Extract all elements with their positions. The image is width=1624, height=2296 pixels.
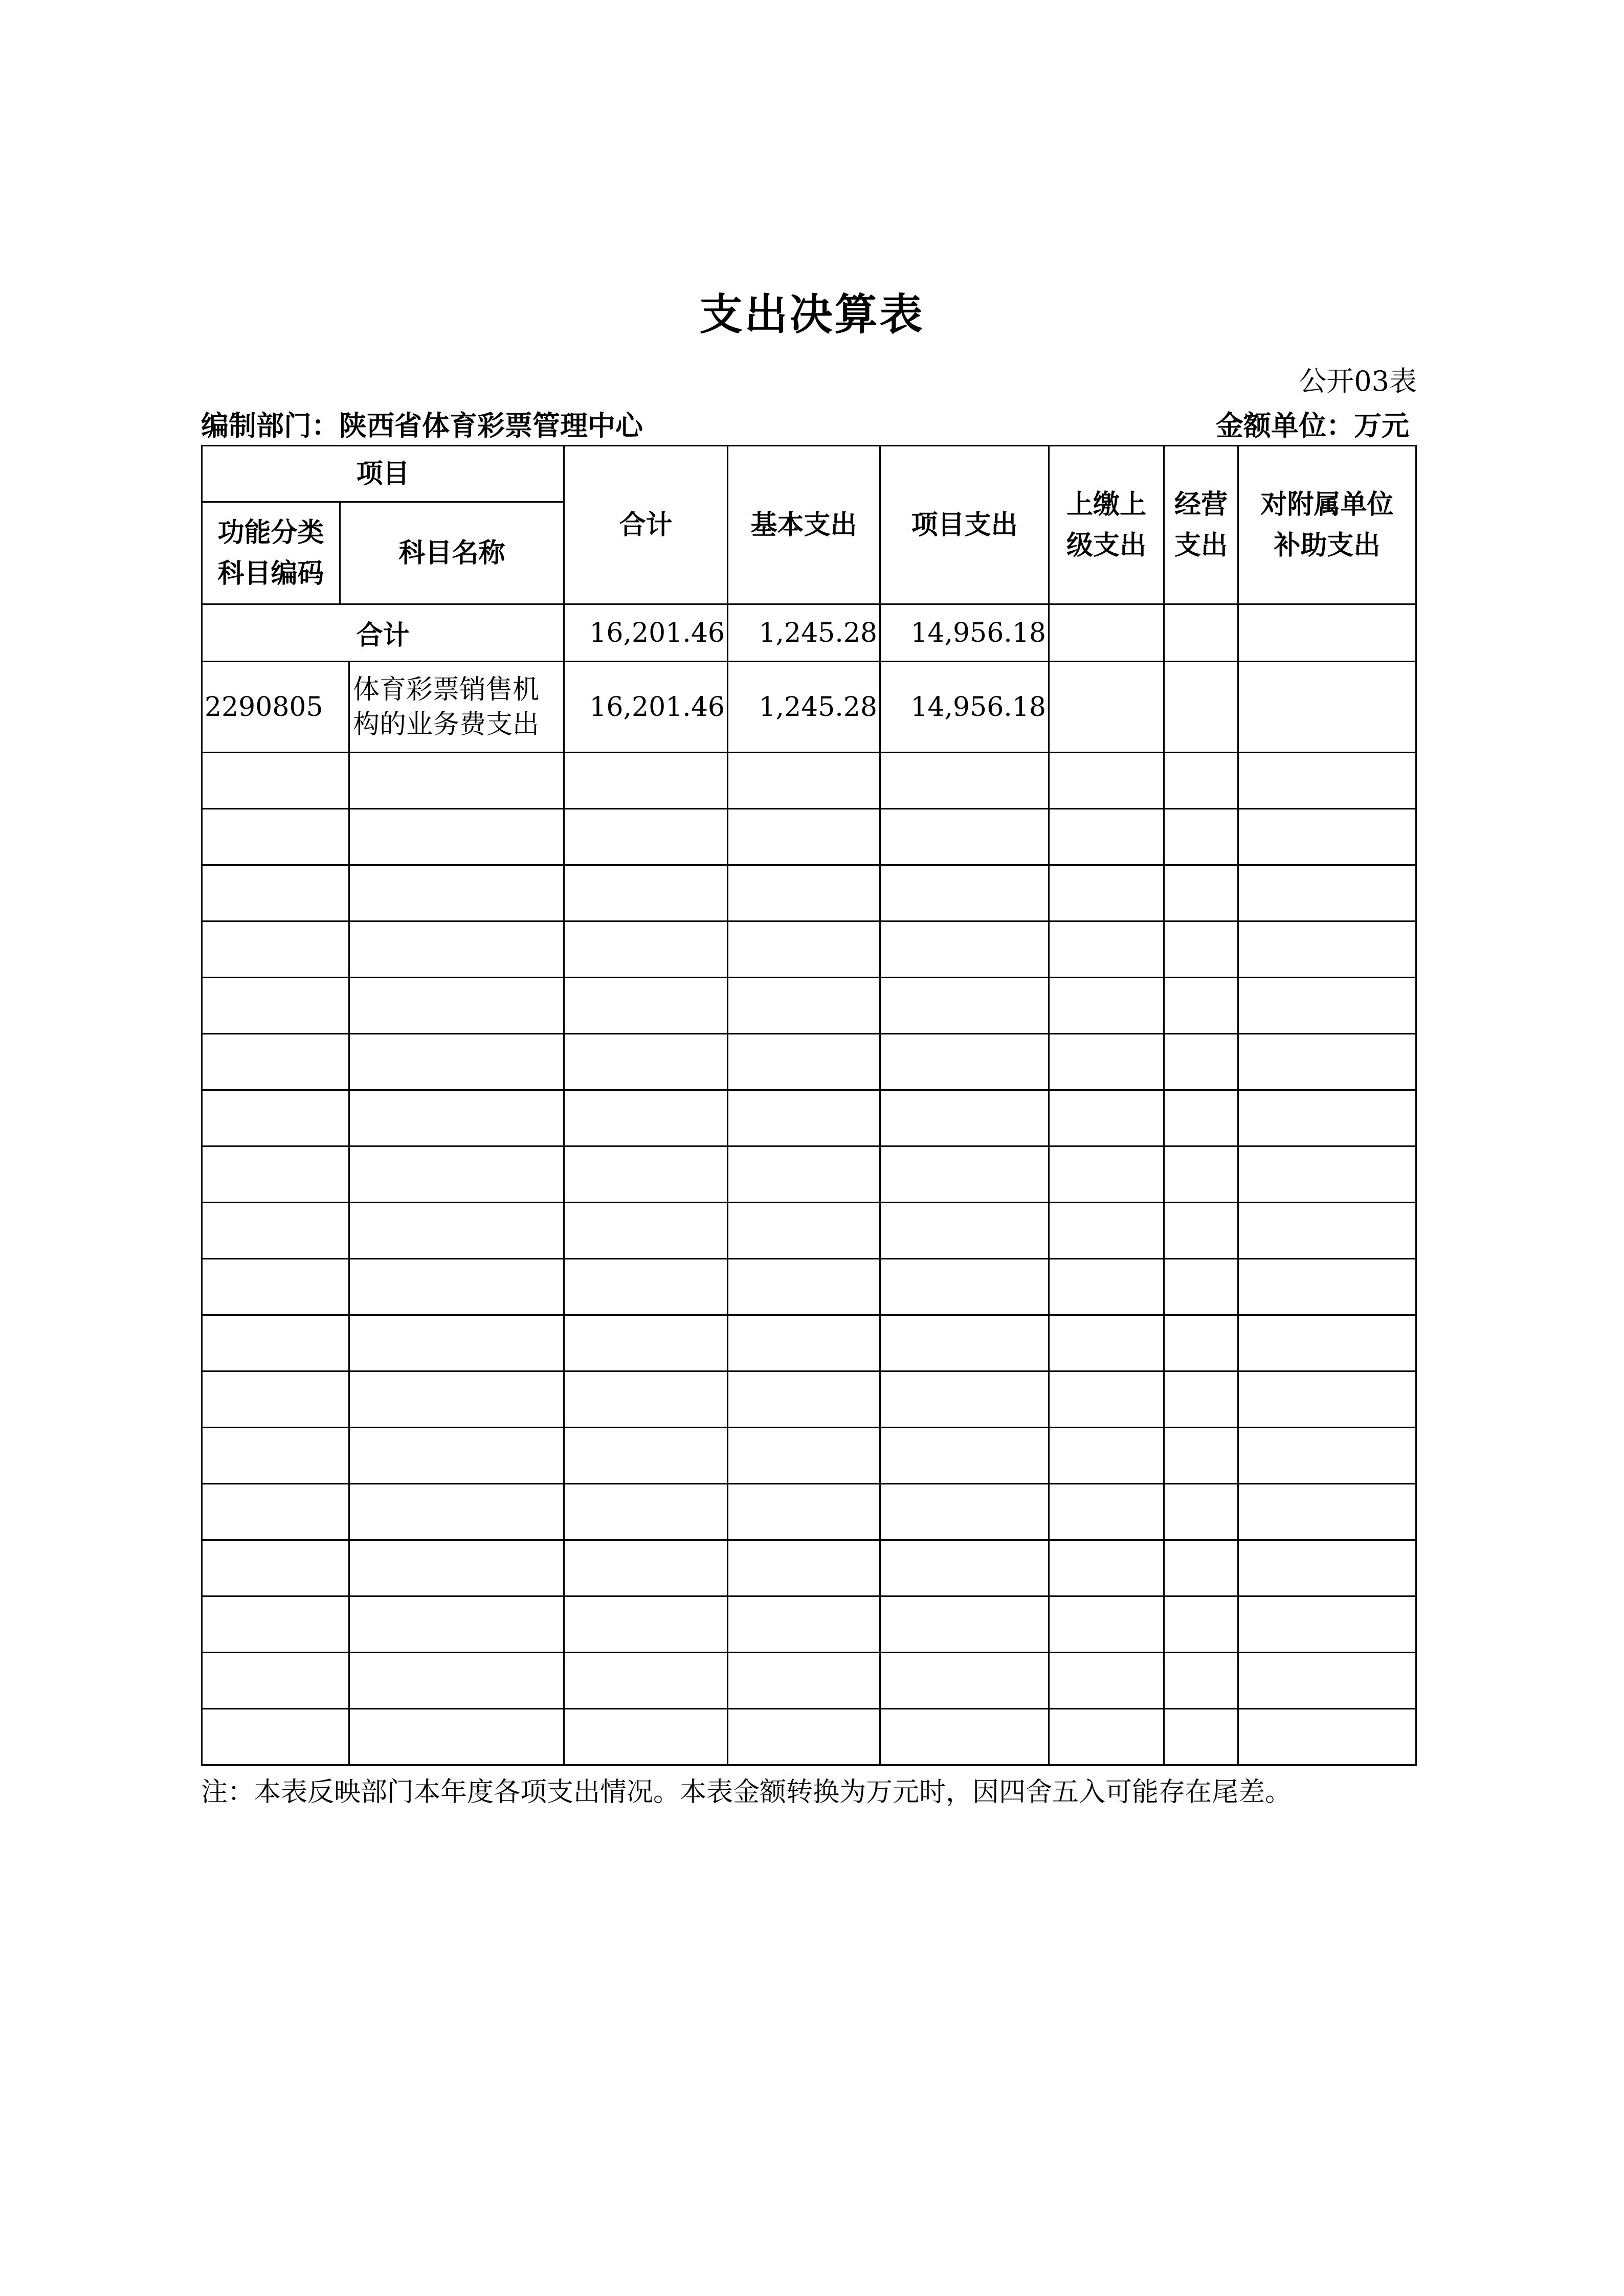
empty-cell [1164, 1203, 1238, 1259]
empty-cell [880, 1596, 1049, 1653]
empty-cell [202, 1709, 349, 1765]
empty-cell [564, 1709, 728, 1765]
empty-cell [880, 865, 1049, 921]
empty-cell [880, 1090, 1049, 1146]
empty-cell [1238, 978, 1416, 1034]
empty-cell [1049, 1203, 1164, 1259]
empty-cell [349, 1315, 564, 1371]
empty-cell [1238, 1315, 1416, 1371]
empty-cell [1238, 1090, 1416, 1146]
empty-cell [1238, 921, 1416, 978]
header-subsidy: 对附属单位补助支出 [1238, 446, 1416, 604]
empty-cell [1164, 1596, 1238, 1653]
department-label: 编制部门：陕西省体育彩票管理中心 [201, 409, 643, 442]
empty-cell [564, 1315, 728, 1371]
empty-cell [1238, 809, 1416, 865]
empty-cell [728, 1484, 880, 1540]
empty-cell [1164, 1146, 1238, 1203]
empty-cell [1238, 1259, 1416, 1315]
empty-cell [1164, 1090, 1238, 1146]
empty-cell [564, 1259, 728, 1315]
empty-table-row [202, 753, 1416, 809]
empty-cell [202, 1371, 349, 1428]
empty-cell [349, 1428, 564, 1484]
row-subsidy [1238, 662, 1416, 753]
empty-table-row [202, 1034, 1416, 1090]
empty-cell [1164, 809, 1238, 865]
empty-cell [880, 1371, 1049, 1428]
empty-cell [202, 753, 349, 809]
empty-cell [202, 1653, 349, 1709]
empty-table-row [202, 1090, 1416, 1146]
empty-cell [880, 1540, 1049, 1596]
empty-cell [728, 753, 880, 809]
empty-table-row [202, 978, 1416, 1034]
empty-cell [1049, 1596, 1164, 1653]
empty-table-row [202, 809, 1416, 865]
empty-cell [1238, 1146, 1416, 1203]
empty-cell [1238, 1540, 1416, 1596]
empty-cell [1238, 1653, 1416, 1709]
empty-cell [880, 1653, 1049, 1709]
empty-cell [564, 1428, 728, 1484]
row-project: 14,956.18 [880, 662, 1049, 753]
empty-cell [728, 1596, 880, 1653]
empty-cell [728, 1709, 880, 1765]
row-code: 2290805 [202, 662, 349, 753]
empty-cell [1238, 1371, 1416, 1428]
empty-cell [564, 1090, 728, 1146]
empty-cell [1049, 1653, 1164, 1709]
empty-cell [1049, 1371, 1164, 1428]
empty-cell [1049, 1540, 1164, 1596]
empty-cell [564, 865, 728, 921]
empty-cell [1238, 1709, 1416, 1765]
empty-cell [728, 1653, 880, 1709]
empty-cell [880, 809, 1049, 865]
empty-cell [880, 1146, 1049, 1203]
empty-cell [202, 1315, 349, 1371]
empty-cell [349, 865, 564, 921]
empty-cell [1164, 1315, 1238, 1371]
empty-cell [564, 1484, 728, 1540]
empty-cell [1049, 1484, 1164, 1540]
empty-cell [1164, 1259, 1238, 1315]
empty-cell [1049, 1315, 1164, 1371]
empty-cell [349, 1371, 564, 1428]
empty-cell [202, 1596, 349, 1653]
empty-cell [1049, 865, 1164, 921]
empty-cell [564, 1596, 728, 1653]
empty-cell [202, 1259, 349, 1315]
empty-cell [202, 809, 349, 865]
empty-cell [349, 921, 564, 978]
empty-cell [349, 1090, 564, 1146]
total-row-label: 合计 [202, 604, 564, 662]
empty-cell [1164, 1428, 1238, 1484]
empty-cell [564, 978, 728, 1034]
empty-table-row [202, 1146, 1416, 1203]
empty-table-row [202, 1428, 1416, 1484]
empty-cell [1238, 1203, 1416, 1259]
page-title: 支出决算表 [699, 289, 925, 340]
empty-cell [880, 753, 1049, 809]
empty-cell [880, 1259, 1049, 1315]
empty-cell [880, 921, 1049, 978]
empty-cell [349, 1540, 564, 1596]
empty-cell [564, 809, 728, 865]
empty-cell [1164, 1371, 1238, 1428]
empty-cell [202, 1428, 349, 1484]
amount-unit-label: 金额单位：万元 [1216, 409, 1409, 442]
row-subject-name: 体育彩票销售机构的业务费支出 [349, 662, 564, 753]
empty-cell [728, 1540, 880, 1596]
empty-cell [349, 1146, 564, 1203]
empty-table-row [202, 921, 1416, 978]
empty-cell [1049, 1428, 1164, 1484]
empty-cell [202, 1203, 349, 1259]
empty-cell [728, 1259, 880, 1315]
empty-table-row [202, 1709, 1416, 1765]
empty-cell [202, 1034, 349, 1090]
empty-cell [1238, 1034, 1416, 1090]
total-row-basic: 1,245.28 [728, 604, 880, 662]
empty-cell [1049, 809, 1164, 865]
empty-cell [728, 1146, 880, 1203]
total-row-total: 16,201.46 [564, 604, 728, 662]
header-total: 合计 [564, 446, 728, 604]
empty-cell [202, 921, 349, 978]
empty-cell [564, 1146, 728, 1203]
empty-cell [1238, 865, 1416, 921]
empty-cell [564, 1653, 728, 1709]
header-subject-name: 科目名称 [340, 502, 564, 604]
empty-cell [728, 1371, 880, 1428]
empty-cell [1049, 978, 1164, 1034]
empty-table-row [202, 1596, 1416, 1653]
empty-table-row [202, 1540, 1416, 1596]
empty-cell [880, 1315, 1049, 1371]
empty-cell [728, 1315, 880, 1371]
empty-cell [1049, 1090, 1164, 1146]
empty-cell [349, 1653, 564, 1709]
empty-cell [349, 1484, 564, 1540]
empty-cell [564, 921, 728, 978]
empty-table-row [202, 1484, 1416, 1540]
empty-cell [1164, 921, 1238, 978]
empty-cell [880, 978, 1049, 1034]
empty-cell [1164, 1653, 1238, 1709]
empty-cell [880, 1034, 1049, 1090]
header-upper-payment: 上缴上级支出 [1049, 446, 1164, 604]
row-basic: 1,245.28 [728, 662, 880, 753]
empty-cell [202, 865, 349, 921]
empty-cell [728, 865, 880, 921]
total-row-operating [1164, 604, 1238, 662]
empty-cell [349, 1596, 564, 1653]
empty-cell [202, 1090, 349, 1146]
empty-cell [1238, 1596, 1416, 1653]
empty-cell [1238, 1484, 1416, 1540]
empty-cell [728, 921, 880, 978]
empty-table-row [202, 865, 1416, 921]
empty-cell [728, 1090, 880, 1146]
empty-cell [1049, 921, 1164, 978]
empty-cell [564, 1540, 728, 1596]
empty-cell [349, 1259, 564, 1315]
empty-table-row [202, 1315, 1416, 1371]
empty-cell [1049, 1709, 1164, 1765]
empty-cell [349, 1709, 564, 1765]
empty-table-row [202, 1653, 1416, 1709]
empty-table-row [202, 1371, 1416, 1428]
empty-cell [202, 1484, 349, 1540]
header-function-code: 功能分类科目编码 [202, 502, 340, 604]
empty-cell [1238, 753, 1416, 809]
empty-cell [1238, 1428, 1416, 1484]
table-row [202, 662, 1416, 753]
empty-cell [880, 1709, 1049, 1765]
empty-cell [202, 1540, 349, 1596]
empty-cell [564, 1371, 728, 1428]
empty-cell [1049, 753, 1164, 809]
total-row-upper [1049, 604, 1164, 662]
header-project: 项目 [202, 446, 564, 502]
empty-cell [1049, 1146, 1164, 1203]
empty-cell [728, 978, 880, 1034]
empty-table-row [202, 1259, 1416, 1315]
row-total: 16,201.46 [564, 662, 728, 753]
empty-cell [1164, 1540, 1238, 1596]
total-row-project: 14,956.18 [880, 604, 1049, 662]
header-basic: 基本支出 [728, 446, 880, 604]
empty-cell [1049, 1034, 1164, 1090]
empty-cell [202, 978, 349, 1034]
form-number: 公开03表 [1299, 365, 1417, 397]
empty-cell [880, 1428, 1049, 1484]
empty-cell [564, 1034, 728, 1090]
empty-cell [728, 809, 880, 865]
total-row-subsidy [1238, 604, 1416, 662]
empty-cell [349, 1203, 564, 1259]
empty-cell [1164, 865, 1238, 921]
empty-cell [1164, 1034, 1238, 1090]
empty-cell [728, 1034, 880, 1090]
expenditure-table [201, 445, 1417, 1766]
empty-cell [349, 753, 564, 809]
empty-cell [1164, 978, 1238, 1034]
footnote: 注：本表反映部门本年度各项支出情况。本表金额转换为万元时，因四舍五入可能存在尾差。 [201, 1777, 1292, 1808]
empty-cell [564, 753, 728, 809]
empty-cell [880, 1203, 1049, 1259]
empty-cell [728, 1203, 880, 1259]
empty-cell [1049, 1259, 1164, 1315]
header-project-expenditure: 项目支出 [880, 446, 1049, 604]
empty-cell [349, 1034, 564, 1090]
empty-cell [349, 978, 564, 1034]
empty-cell [880, 1484, 1049, 1540]
empty-cell [564, 1203, 728, 1259]
empty-cell [202, 1146, 349, 1203]
empty-table-row [202, 1203, 1416, 1259]
row-operating [1164, 662, 1238, 753]
empty-cell [728, 1428, 880, 1484]
empty-cell [1164, 1709, 1238, 1765]
empty-rows [202, 753, 1416, 1765]
header-operating: 经营支出 [1164, 446, 1238, 604]
empty-cell [349, 809, 564, 865]
empty-cell [1164, 1484, 1238, 1540]
empty-cell [1164, 753, 1238, 809]
row-upper [1049, 662, 1164, 753]
